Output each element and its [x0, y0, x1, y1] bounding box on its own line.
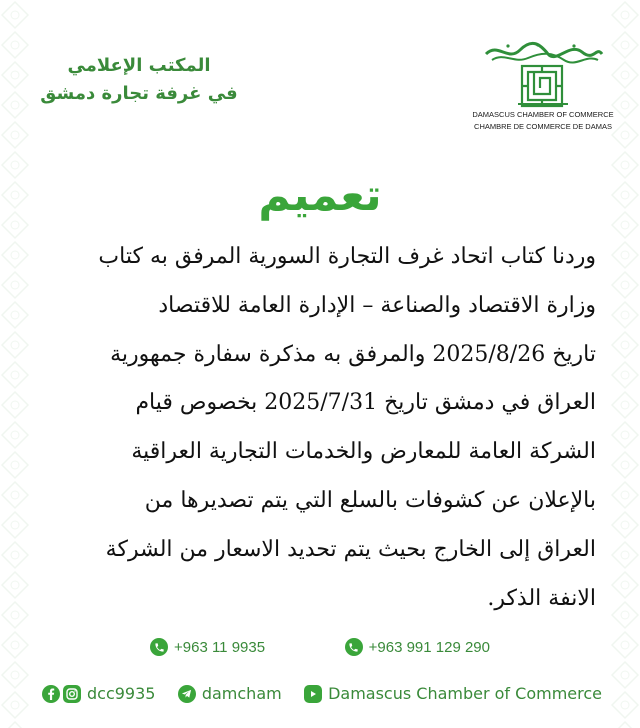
social-handle-contact[interactable] — [42, 684, 155, 703]
body-line: العراق في دمشق تاريخ 2025/7/31 بخصوص قيام — [135, 390, 596, 416]
office-line-1: المكتب الإعلامي — [67, 55, 211, 76]
logo-caption-fr: CHAMBRE DE COMMERCE DE DAMAS — [474, 122, 612, 131]
body-line: الشركة العامة للمعارض والخدمات التجارية العراقية — [131, 439, 596, 465]
telegram-handle: damcham — [201, 684, 282, 703]
body-line: وردنا كتاب اتحاد غرف التجارة السورية المرفق به كتاب — [98, 244, 596, 269]
telegram-icon — [178, 685, 196, 703]
youtube-contact[interactable] — [304, 684, 602, 703]
logo-caption-en: DAMASCUS CHAMBER OF COMMERCE — [472, 110, 614, 119]
circular-title: تعميم — [258, 170, 382, 221]
phone-icon — [150, 638, 168, 656]
office-line-2: في غرفة تجارة دمشق — [40, 83, 238, 104]
chamber-emblem-icon — [478, 40, 608, 108]
social-handle: dcc9935 — [87, 684, 156, 703]
instagram-icon — [63, 685, 81, 703]
phone-number-1: +963 11 9935 — [174, 638, 266, 656]
youtube-channel: Damascus Chamber of Commerce — [328, 684, 602, 703]
body-line: تاريخ 2025/8/26 والمرفق به مذكرة سفارة جمهورية — [110, 341, 596, 367]
phone-contacts — [150, 638, 490, 656]
phone-number-2: +963 991 129 290 — [368, 638, 490, 656]
telegram-contact[interactable] — [178, 684, 282, 703]
body-line: بالإعلان عن كشوفات بالسلع التي يتم تصديرها من — [144, 487, 596, 513]
facebook-icon — [42, 685, 60, 703]
body-line: الانفة الذكر. — [487, 585, 596, 611]
body-line: وزارة الاقتصاد والصناعة – الإدارة العامة للاقتصاد — [158, 292, 596, 318]
phone-contact-1[interactable] — [150, 638, 265, 656]
whatsapp-icon — [345, 638, 363, 656]
circular-body — [48, 233, 596, 623]
social-contacts — [42, 684, 602, 703]
left-pattern-strip — [0, 0, 30, 728]
chamber-logo — [468, 40, 618, 132]
youtube-icon — [304, 685, 322, 703]
body-line: العراق إلى الخارج بحيث يتم تحديد الاسعار من الشركة — [105, 536, 596, 562]
media-office-heading — [20, 52, 258, 108]
phone-contact-2[interactable] — [345, 638, 490, 656]
